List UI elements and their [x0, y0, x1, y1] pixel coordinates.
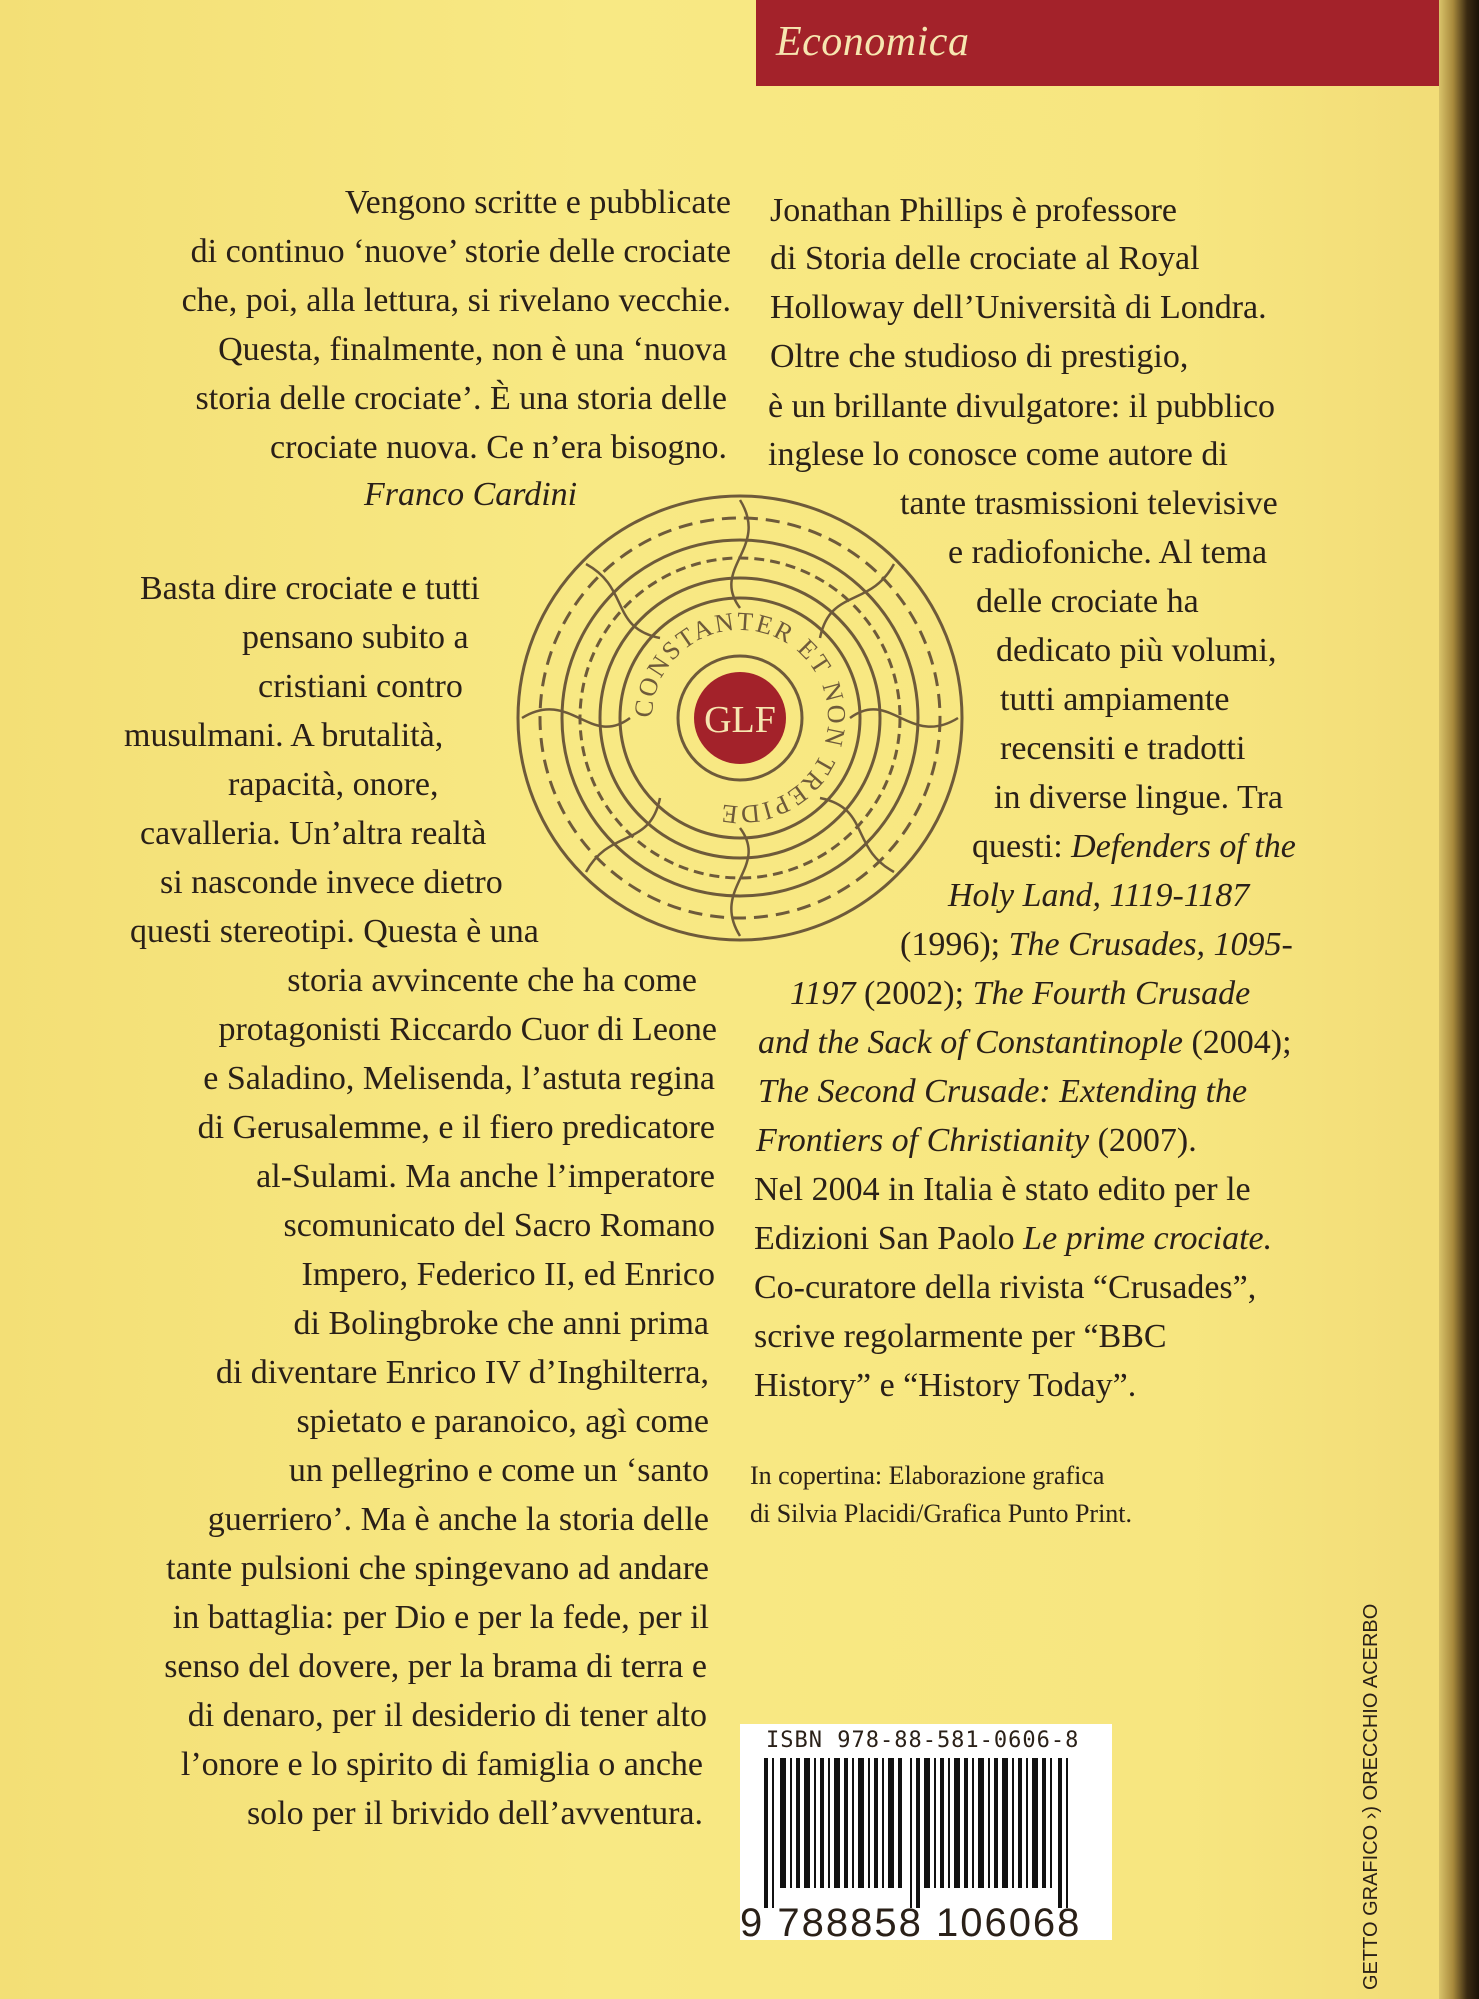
design-credit: GETTO GRAFICO ›) ORECCHIO ACERBO	[1360, 1603, 1382, 1990]
series-title: Economica	[776, 19, 970, 65]
blurb-line: protagonisti Riccardo Cuor di Leone	[218, 1011, 717, 1048]
credits-line: In copertina: Elaborazione grafica	[750, 1461, 1105, 1490]
bio-text: Edizioni San Paolo	[754, 1220, 1024, 1257]
blurb-line: solo per il brivido dell’avventura.	[246, 1795, 703, 1832]
bio-line: Co-curatore della rivista “Crusades”,	[754, 1269, 1257, 1306]
bio-line: inglese lo conosce come autore di	[768, 436, 1228, 473]
bio-line	[758, 1018, 1292, 1067]
blurb-line: un pellegrino e come un ‘santo	[288, 1452, 709, 1489]
book-title: The Second Crusade: Extending the	[758, 1073, 1248, 1110]
blurb-line: Impero, Federico II, ed Enrico	[301, 1256, 715, 1293]
publisher-emblem-icon	[510, 488, 970, 948]
cover-credits	[750, 1457, 1132, 1533]
blurb-line: e Saladino, Melisenda, l’astuta regina	[203, 1060, 715, 1097]
blurb-line: rapacità, onore,	[228, 766, 439, 803]
book-spine-edge	[1439, 0, 1479, 1999]
quote-line: crociate nuova. Ce n’era bisogno.	[270, 429, 727, 466]
blurb-line: spietato e paranoico, agì come	[296, 1403, 709, 1440]
book-title: The Crusades, 1095-	[1008, 926, 1293, 963]
blurb-line: guerriero’. Ma è anche la storia delle	[207, 1501, 709, 1538]
bio-line: e radiofoniche. Al tema	[948, 534, 1268, 571]
book-title: 1197	[790, 975, 856, 1012]
isbn-label: ISBN 978-88-581-0606-8	[766, 1728, 1080, 1753]
blurb-line: di diventare Enrico IV d’Inghilterra,	[215, 1354, 709, 1391]
bio-line: delle crociate ha	[976, 583, 1199, 620]
book-title: Frontiers of Christianity	[756, 1122, 1090, 1159]
quote-line: storia delle crociate’. È una storia delle	[195, 380, 727, 417]
quote-line: Questa, finalmente, non è una ‘nuova	[218, 331, 727, 368]
bio-line: in diverse lingue. Tra	[994, 779, 1283, 816]
bio-line	[790, 969, 1250, 1018]
bio-line	[754, 1214, 1272, 1263]
quote-line: che, poi, alla lettura, si rivelano vecchie.	[181, 282, 731, 319]
bio-line: scrive regolarmente per “BBC	[754, 1318, 1167, 1355]
quote-line: Vengono scritte e pubblicate	[344, 184, 731, 221]
blurb-line: di Gerusalemme, e il fiero predicatore	[197, 1109, 715, 1146]
blurb-line: al-Sulami. Ma anche l’imperatore	[256, 1158, 715, 1195]
bio-line: è un brillante divulgatore: il pubblico	[768, 388, 1276, 425]
quote-line: di continuo ‘nuove’ storie delle crociate	[190, 233, 731, 270]
book-title: and the Sack of Constantinople	[758, 1024, 1183, 1061]
bio-line: Nel 2004 in Italia è stato edito per le	[754, 1171, 1251, 1208]
isbn-barcode	[740, 1724, 1112, 1945]
bio-line: History” e “History Today”.	[754, 1367, 1137, 1404]
blurb-line: storia avvincente che ha come	[287, 962, 697, 999]
book-title: The Fourth Crusade	[972, 975, 1251, 1012]
blurb-line: questi stereotipi. Questa è una	[130, 913, 539, 950]
bio-text: (2007).	[1089, 1122, 1197, 1159]
blurb-line: cristiani contro	[258, 668, 463, 705]
emblem-center: GLF	[704, 699, 776, 741]
book-title: Le prime crociate.	[1023, 1220, 1273, 1257]
bio-line: recensiti e tradotti	[1000, 730, 1246, 767]
bio-line	[972, 822, 1296, 871]
blurb-line: in battaglia: per Dio e per la fede, per il	[172, 1599, 709, 1636]
ean-number: 9 788858 106068	[740, 1901, 1082, 1945]
bio-line: dedicato più volumi,	[996, 632, 1277, 669]
blurb-line: cavalleria. Un’altra realtà	[140, 815, 487, 852]
bio-text: (2002);	[855, 975, 973, 1012]
series-band	[756, 0, 1439, 86]
quote-author: Franco Cardini	[364, 476, 578, 513]
emblem-motto: CONSTANTER ET NON TREPIDE	[628, 606, 852, 830]
bio-line: Holloway dell’Università di Londra.	[770, 289, 1267, 326]
blurb-line: tante pulsioni che spingevano ad andare	[166, 1550, 709, 1587]
blurb-line: si nasconde invece dietro	[160, 864, 503, 901]
blurb-line: pensano subito a	[242, 619, 469, 656]
bio-line: tutti ampiamente	[1000, 681, 1230, 718]
bio-text: (1996);	[900, 926, 1009, 963]
blurb-line: di denaro, per il desiderio di tener alto	[187, 1697, 707, 1734]
credits-line: di Silvia Placidi/Grafica Punto Print.	[750, 1499, 1133, 1528]
bio-line: Jonathan Phillips è professore	[770, 192, 1177, 229]
blurb-line: musulmani. A brutalità,	[124, 717, 444, 754]
bio-line: di Storia delle crociate al Royal	[770, 240, 1200, 277]
blurb-line: Basta dire crociate e tutti	[140, 570, 480, 607]
bio-line: tante trasmissioni televisive	[900, 485, 1278, 522]
blurb-line: scomunicato del Sacro Romano	[283, 1207, 715, 1244]
bio-line	[756, 1116, 1197, 1165]
book-title: Holy Land, 1119-1187	[948, 877, 1250, 914]
bio-text: questi:	[972, 828, 1072, 865]
blurb-line: l’onore e lo spirito di famiglia o anche	[180, 1746, 703, 1783]
blurb-line: senso del dovere, per la brama di terra e	[164, 1648, 707, 1685]
book-title: Defenders of the	[1071, 828, 1296, 865]
bio-text: (2004);	[1182, 1024, 1292, 1061]
barcode-bars-icon	[764, 1758, 1084, 1908]
blurb-line: di Bolingbroke che anni prima	[293, 1305, 709, 1342]
bio-line: Oltre che studioso di prestigio,	[770, 338, 1189, 375]
